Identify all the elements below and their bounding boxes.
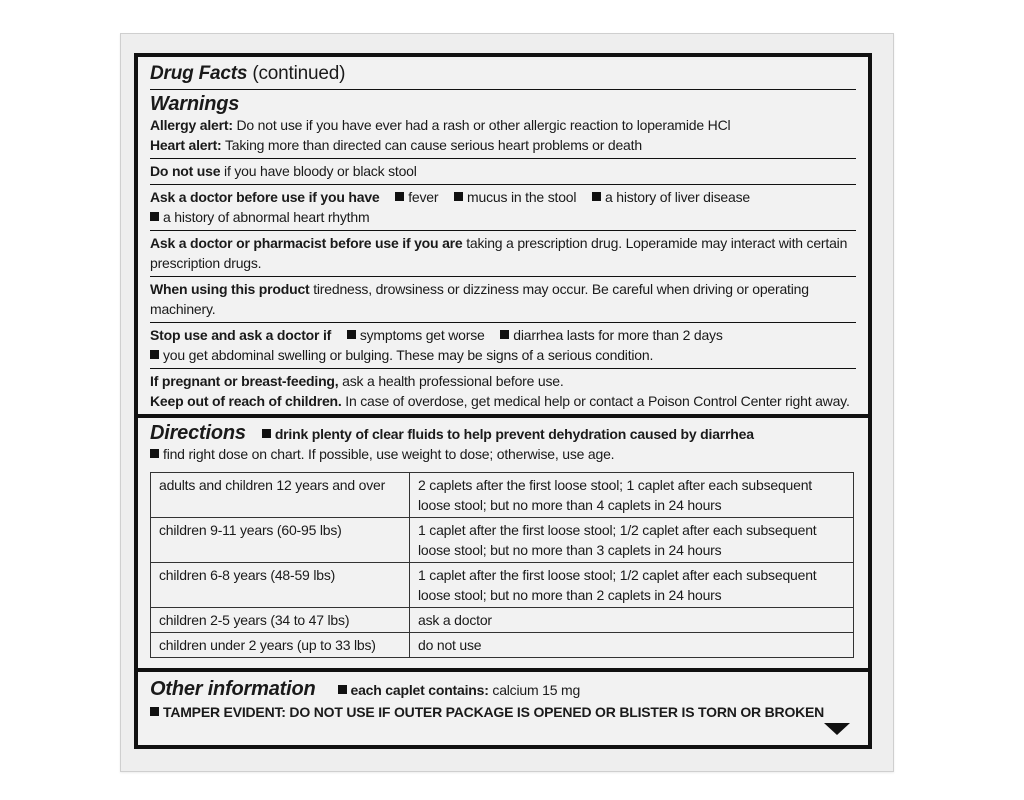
stop-use-item: you get abdominal swelling or bulging. These may be signs of a serious condition. xyxy=(163,347,654,363)
pregnant-text: ask a health professional before use. xyxy=(342,373,564,389)
ask-pharmacist xyxy=(150,231,856,276)
ask-pharmacist-text: taking a prescription drug. Loperamide may interact with certain prescription drugs. xyxy=(150,235,848,271)
bullet-icon xyxy=(347,330,356,339)
drug-facts-continued: (continued) xyxy=(252,63,346,84)
directions-bullet: drink plenty of clear fluids to help prevent dehydration caused by diarrhea xyxy=(274,426,754,442)
other-information-header xyxy=(150,672,856,700)
bullet-icon xyxy=(395,192,404,201)
heart-alert xyxy=(150,135,856,158)
dosage-table xyxy=(150,472,854,658)
tamper-evident xyxy=(150,700,856,722)
pregnant xyxy=(150,369,856,391)
warnings-section xyxy=(150,90,856,414)
dosage-amount: ask a doctor xyxy=(410,608,854,633)
caplet-text: calcium 15 mg xyxy=(492,682,581,698)
keep-out-label: Keep out of reach of children. xyxy=(150,393,342,409)
dosage-who: children 9-11 years (60-95 lbs) xyxy=(151,518,410,563)
stop-use xyxy=(150,323,856,368)
ask-doctor-item: a history of abnormal heart rhythm xyxy=(163,209,370,225)
dosage-who: adults and children 12 years and over xyxy=(151,473,410,518)
directions-header xyxy=(150,418,856,444)
dosage-amount: do not use xyxy=(410,633,854,658)
stop-use-item: diarrhea lasts for more than 2 days xyxy=(513,327,723,343)
ask-doctor-item: mucus in the stool xyxy=(467,189,577,205)
heart-alert-label: Heart alert: xyxy=(150,137,222,153)
bullet-icon xyxy=(454,192,463,201)
bullet-icon xyxy=(262,429,271,438)
dosage-amount: 2 caplets after the first loose stool; 1 caplet after each subsequent loose stool; but no more than 4 caplets in 24 hours xyxy=(410,473,854,518)
bullet-icon xyxy=(150,707,159,716)
table-row xyxy=(151,608,854,633)
other-information-title: Other information xyxy=(150,678,316,700)
allergy-alert-label: Allergy alert: xyxy=(150,117,233,133)
dosage-amount: 1 caplet after the first loose stool; 1/2 caplet after each subsequent loose stool; but no more than 2 caplets in 24 hours xyxy=(410,563,854,608)
stop-use-item: symptoms get worse xyxy=(359,327,485,343)
directions-section xyxy=(138,418,868,658)
tamper-text: TAMPER EVIDENT: DO NOT USE IF OUTER PACKAGE IS OPENED OR BLISTER IS TORN OR BROKEN xyxy=(163,704,825,720)
dosage-who: children 6-8 years (48-59 lbs) xyxy=(151,563,410,608)
directions-bullet-row xyxy=(150,444,856,464)
drug-facts-header xyxy=(150,57,856,85)
table-row xyxy=(151,518,854,563)
down-triangle-icon xyxy=(824,723,850,735)
bullet-icon xyxy=(338,685,347,694)
pregnant-label: If pregnant or breast-feeding, xyxy=(150,373,339,389)
bullet-icon xyxy=(592,192,601,201)
when-using xyxy=(150,277,856,322)
table-row xyxy=(151,633,854,658)
ask-pharmacist-label: Ask a doctor or pharmacist before use if you are xyxy=(150,235,463,251)
dosage-who: children under 2 years (up to 33 lbs) xyxy=(151,633,410,658)
ask-doctor-item: fever xyxy=(408,189,439,205)
drug-facts-title: Drug Facts xyxy=(150,63,248,84)
do-not-use xyxy=(150,159,856,184)
table-row xyxy=(151,563,854,608)
when-using-label: When using this product xyxy=(150,281,310,297)
do-not-use-label: Do not use xyxy=(150,163,221,179)
ask-doctor-item: a history of liver disease xyxy=(604,189,750,205)
keep-out xyxy=(150,391,856,414)
stop-use-label: Stop use and ask a doctor if xyxy=(150,327,332,343)
drug-facts-panel xyxy=(134,53,872,749)
keep-out-text: In case of overdose, get medical help or contact a Poison Control Center right away. xyxy=(345,393,850,409)
ask-doctor xyxy=(150,185,856,230)
caplet-label: each caplet contains: xyxy=(350,682,489,698)
ask-doctor-label: Ask a doctor before use if you have xyxy=(150,189,380,205)
table-row xyxy=(151,473,854,518)
allergy-alert-text: Do not use if you have ever had a rash or other allergic reaction to loperamide HCl xyxy=(236,117,731,133)
directions-bullet: find right dose on chart. If possible, use weight to dose; otherwise, use age. xyxy=(163,446,615,462)
bullet-icon xyxy=(500,330,509,339)
dosage-amount: 1 caplet after the first loose stool; 1/2 caplet after each subsequent loose stool; but no more than 3 caplets in 24 hours xyxy=(410,518,854,563)
when-using-text: tiredness, drowsiness or dizziness may occur. Be careful when driving or operating machinery. xyxy=(150,281,809,317)
dosage-who: children 2-5 years (34 to 47 lbs) xyxy=(151,608,410,633)
bullet-icon xyxy=(150,212,159,221)
do-not-use-text: if you have bloody or black stool xyxy=(224,163,417,179)
bullet-icon xyxy=(150,350,159,359)
warnings-title: Warnings xyxy=(150,93,240,115)
directions-title: Directions xyxy=(150,422,246,444)
allergy-alert xyxy=(150,115,856,135)
bullet-icon xyxy=(150,449,159,458)
other-information-section xyxy=(138,672,868,722)
heart-alert-text: Taking more than directed can cause serious heart problems or death xyxy=(224,137,642,153)
